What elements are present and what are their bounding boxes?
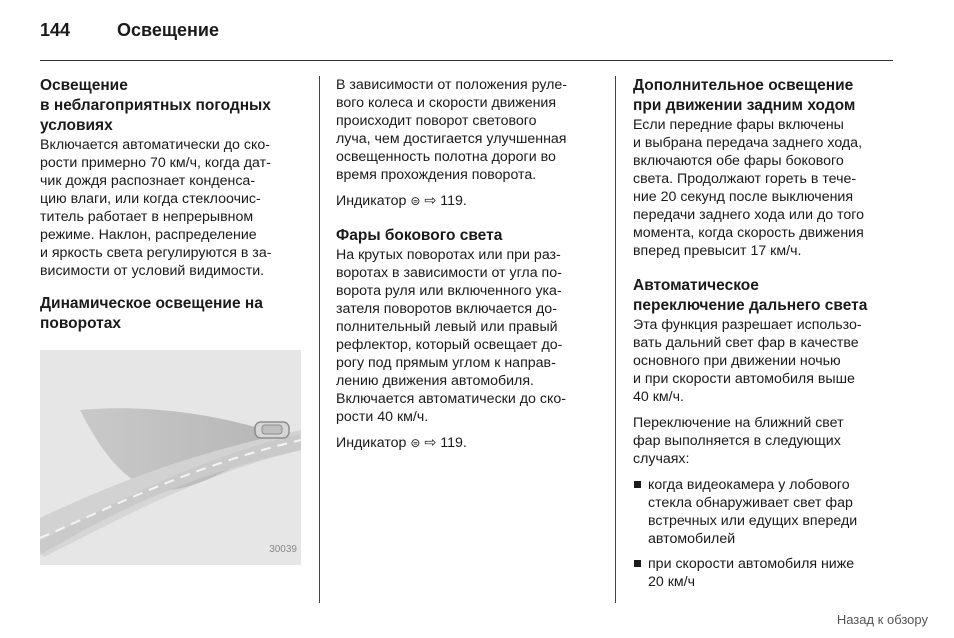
adverse-weather-text: Включается автоматически до ско- рости примерно 70 км/ч, когда дат- чик дождя распознает конденса- цию влаги, или когда стеклоочис- титель работает в непрерывном режиме. Наклон, распределение и яркость света регулируются в за- висимости от условий видимости. (40, 137, 272, 279)
arrow-right-icon: ⇨ (424, 435, 437, 451)
page-reference[interactable]: 119. (440, 435, 467, 451)
list-item: когда видеокамера у лобового стекла обнаруживает свет фар встречных или едущих впереди автомобилей (633, 476, 899, 548)
low-beam-switch-text: Переключение на ближний свет фар выполняется в следующих случаях: (633, 415, 844, 467)
page-reference[interactable]: 119. (440, 193, 467, 209)
header-divider (40, 60, 893, 61)
section-title-side-lights: Фары бокового света (336, 227, 503, 244)
bullet-square-icon (634, 481, 641, 488)
headlight-indicator-icon: ⊜ (410, 436, 421, 450)
section-title-auto-high-beam: Автоматическое переключение дальнего света (633, 277, 868, 314)
side-lights-text: На крутых поворотах или при раз- воротах в зависимости от угла по- ворота руля или включенного ука- зателя поворотов включается до- полнительный левый или правый рефлектор, который освещает до- рогу под прямым углом к направ- лению движения автомобиля. Включается автоматически до ско- рости 40 км/ч. (336, 247, 566, 425)
low-beam-conditions-list (633, 476, 899, 591)
reverse-lighting-text: Если передние фары включены и выбрана передача заднего хода, включаются обе фары бокового света. Продолжают гореть в тече- ние 20 секунд после выключения передачи заднего хода или до того момента, когда скорость движения вперед превысит 17 км/ч. (633, 117, 865, 259)
section-title-reverse-lighting: Дополнительное освещение при движении задним ходом (633, 77, 856, 114)
auto-high-beam-text: Эта функция разрешает использо- вать дальний свет фар в качестве основного при движении ночью и при скорости автомобиля выше 40 км/ч. (633, 317, 862, 405)
indicator-reference-2[interactable]: Индикатор ⊜ ⇨ 119. (336, 435, 467, 451)
headlight-indicator-icon: ⊜ (410, 194, 421, 208)
road-curve-graphic (40, 350, 301, 565)
section-title-dynamic-cornering-lights: Динамическое освещение на поворотах (40, 295, 263, 332)
indicator-reference-1[interactable]: Индикатор ⊜ ⇨ 119. (336, 193, 467, 209)
cornering-light-illustration (40, 350, 301, 565)
figure-number: 30039 (269, 544, 297, 555)
column-2 (336, 76, 602, 460)
column-3 (633, 76, 899, 598)
section-title-adverse-weather-lighting: Освещение в неблагоприятных погодных условиях (40, 77, 271, 134)
arrow-right-icon: ⇨ (424, 193, 437, 209)
bullet-square-icon (634, 560, 641, 567)
column-1 (40, 76, 304, 565)
column-divider-1 (319, 76, 320, 603)
column-divider-2 (615, 76, 616, 603)
chapter-title: Освещение (117, 20, 219, 40)
page-header (40, 20, 219, 41)
back-to-overview-link[interactable]: Назад к обзору (836, 612, 928, 627)
cornering-description: В зависимости от положения руле- вого колеса и скорости движения происходит поворот светового луча, чем достигается улучшенная освещенность полотна дороги во время прохождения поворота. (336, 77, 568, 183)
list-item: при скорости автомобиля ниже 20 км/ч (633, 555, 899, 591)
page-number: 144 (40, 20, 71, 40)
